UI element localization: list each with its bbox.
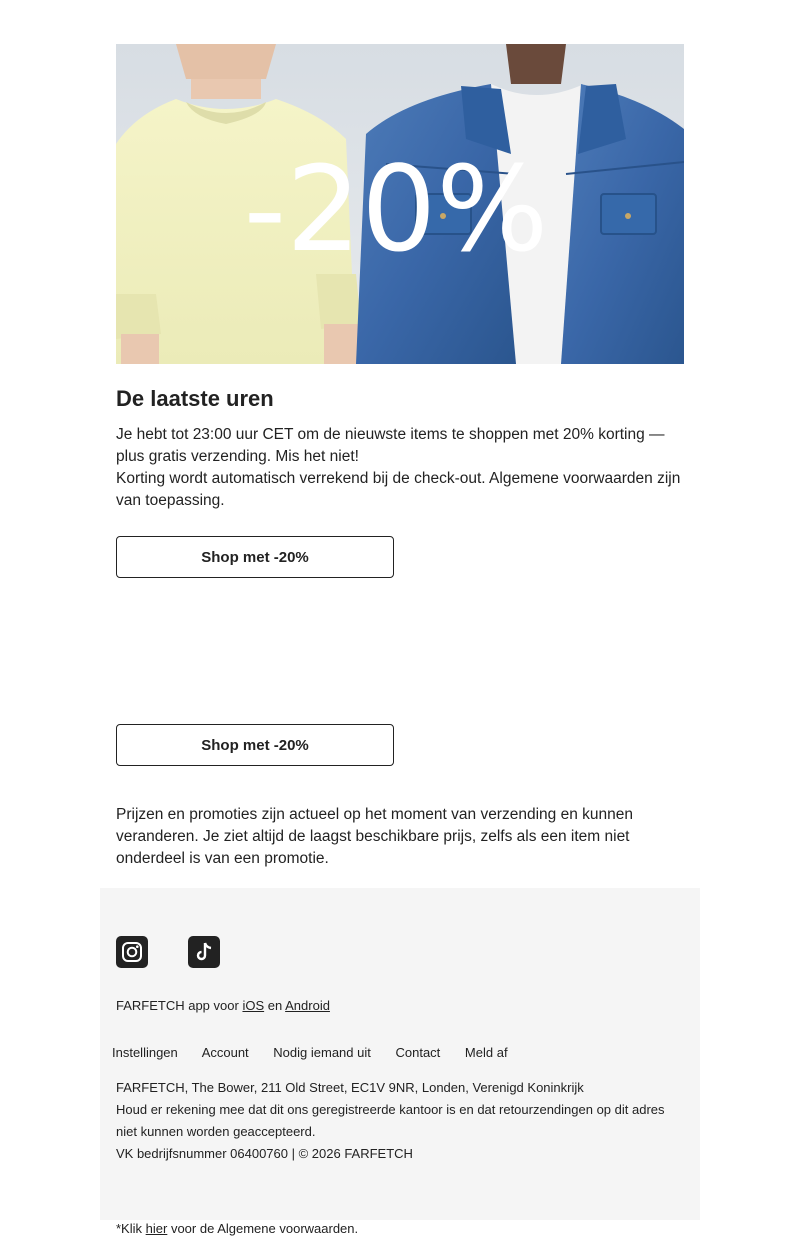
footer-link-contact[interactable]: Contact (395, 1045, 441, 1060)
headline: De laatste uren (116, 386, 274, 411)
promo-paragraph: Je hebt tot 23:00 uur CET om de nieuwste items te shoppen met 20% korting — plus gratis verzending. Mis het niet! (116, 426, 665, 465)
price-disclaimer: Prijzen en promoties zijn actueel op het moment van verzending en kunnen veranderen. Je ziet altijd de laagst beschikbare prijs, zelfs als een item niet onderdeel is van een promotie. (116, 806, 633, 867)
terms-paragraph: Korting wordt automatisch verrekend bij de check-out. Algemene voorwaarden zijn van toepassing. (116, 470, 681, 509)
app-and: en (267, 998, 283, 1013)
android-link[interactable]: Android (285, 998, 330, 1013)
footer-link-unsubscribe[interactable]: Meld af (464, 1045, 508, 1060)
footer-link-settings[interactable]: Instellingen (112, 1045, 178, 1060)
ios-link[interactable]: iOS (242, 998, 265, 1013)
body-text (116, 424, 686, 512)
footer-nav (112, 1045, 529, 1060)
shop-sale-button-secondary[interactable]: Shop met -20% (116, 724, 394, 766)
terms-link[interactable]: hier (145, 1221, 168, 1236)
shop-sale-button[interactable]: Shop met -20% (116, 536, 394, 578)
app-download-line (116, 998, 330, 1013)
address-note: Houd er rekening mee dat dit ons geregistreerde kantoor is en dat retourzendingen op dit adres niet kunnen worden geaccepteerd. (116, 1102, 665, 1139)
footer-link-invite[interactable]: Nodig iemand uit (273, 1045, 371, 1060)
company-registration: VK bedrijfsnummer 06400760 | © 2026 FARFETCH (116, 1146, 413, 1161)
terms-line (116, 1221, 358, 1236)
instagram-icon[interactable] (116, 936, 148, 968)
footer (100, 888, 700, 1220)
app-prefix: FARFETCH app voor (116, 998, 239, 1013)
hero-image[interactable] (116, 44, 684, 364)
promo-overlay-text: -20% (243, 140, 549, 278)
tiktok-icon[interactable] (188, 936, 220, 968)
company-address: FARFETCH, The Bower, 211 Old Street, EC1V 9NR, Londen, Verenigd Koninkrijk (116, 1080, 584, 1095)
footer-link-account[interactable]: Account (201, 1045, 249, 1060)
company-address-block (116, 1077, 686, 1165)
terms-prefix: *Klik (116, 1221, 143, 1236)
terms-suffix: voor de Algemene voorwaarden. (170, 1221, 359, 1236)
